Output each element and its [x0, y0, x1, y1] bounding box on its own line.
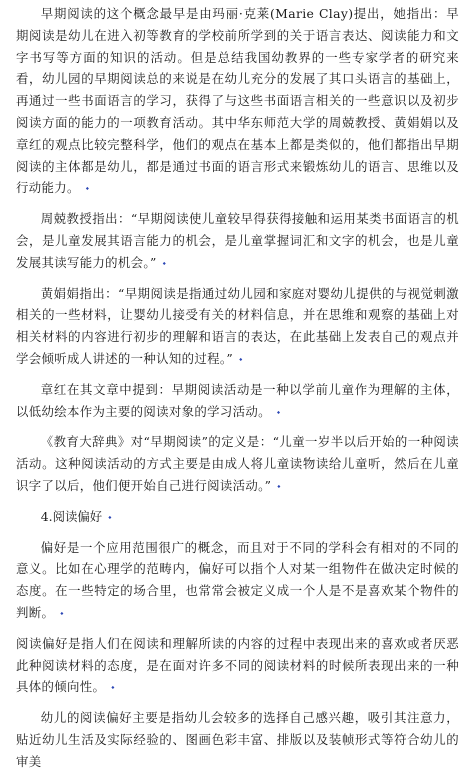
paragraph-end-mark-icon: ⬩: [276, 407, 281, 418]
paragraph-text: 幼儿的阅读偏好主要是指幼儿会较多的选择自己感兴趣，吸引其注意力，贴近幼儿生活及实际经验的、图画色彩丰富、排版以及装帧形式等符合幼儿的审美: [16, 710, 459, 769]
paragraph-end-mark-icon: ⬩: [239, 354, 243, 365]
paragraph-end-mark-icon: ⬩: [108, 512, 112, 523]
heading-text: 4.阅读偏好: [40, 508, 103, 524]
section-heading-reading-preference: [16, 506, 459, 528]
paragraph-text: 偏好是一个应用范围很广的概念，而且对于不同的学科会有相对的不同的意义。比如在心理学的范畴内，偏好可以指个人对某一组物件在做决定时候的态度。在一些特定的场合里，也常常会被定义成一个人是不是喜欢某个物件的判断。: [16, 539, 459, 620]
paragraph-zhang-hong: [16, 379, 459, 423]
paragraph-end-mark-icon: ⬩: [60, 608, 64, 619]
paragraph-zhou-jing: [16, 208, 459, 273]
paragraph-end-mark-icon: ⬩: [162, 258, 167, 269]
paragraph-text: 阅读偏好是指人们在阅读和理解所读的内容的过程中表现出来的喜欢或者厌恶此种阅读材料的态度，是在面对许多不同的阅读材料的时候所表现出来的一种具体的倾向性。: [16, 635, 459, 695]
paragraph-reading-preference: [16, 633, 459, 698]
paragraph-end-mark-icon: ⬩: [277, 481, 281, 492]
paragraph-text: 章红在其文章中提到：早期阅读活动是一种以学前儿童作为理解的主体，以低幼绘本作为主要的阅读对象的学习活动。: [16, 381, 459, 419]
paragraph-huang-juanjuan: [16, 283, 459, 370]
paragraph-end-mark-icon: ⬩: [111, 683, 115, 694]
paragraph-education-dictionary: [16, 431, 459, 496]
paragraph-child-reading-preference: [16, 707, 459, 772]
paragraph-text: 黄娟娟指出：“早期阅读是指通过幼儿园和家庭对婴幼儿提供的与视觉刺激相关的一些材料，让婴幼儿接受有关的材料信息，并在思维和观察的基础上对相关材料的内容进行初步的理解和语言的表达，在此基础上发表自己的观点并学会倾听成人讲述的一种认知的过程。”: [16, 285, 459, 366]
paragraph-end-mark-icon: ⬩: [85, 184, 90, 195]
paragraph-text: 早期阅读的这个概念最早是由玛丽·克莱(Marie Clay)提出，她指出：早期阅读是幼儿在进入初等教育的学校前所学到的关于语言表达、阅读能力和文字书写等方面的知识的活动。但是总结我国幼教界的一些专家学者的研究来看，幼儿园的早期阅读总的来说是在幼儿充分的发展了其口头语言的基础上，再通过一些书面语言的学习，获得了与这些书面语言相关的一些意识以及初步阅读方面的能力的一项教育活动。其中华东师范大学的周兢教授、黄娟娟以及章红的观点比较完整科学，他们的观点在基本上都是类似的，他们都指出早期阅读的主体都是幼儿，都是通过书面的语言形式来锻炼幼儿的语言、思维以及行动能力。: [16, 6, 459, 196]
paragraph-preference-definition: [16, 537, 459, 624]
paragraph-text: 《教育大辞典》对“早期阅读”的定义是：“儿童一岁半以后开始的一种阅读活动。这种阅读活动的方式主要是由成人将儿童读物读给儿童听，然后在儿童识字了以后，他们便开始自己进行阅读活动。”: [16, 434, 459, 493]
paragraph-definition-clay: [16, 3, 459, 199]
paragraph-text: 周兢教授指出：“早期阅读使儿童较早得获得接触和运用某类书面语言的机会，是儿童发展其语言能力的机会，是儿童掌握词汇和文字的机会，也是儿童发展其读写能力的机会。”: [16, 211, 459, 270]
